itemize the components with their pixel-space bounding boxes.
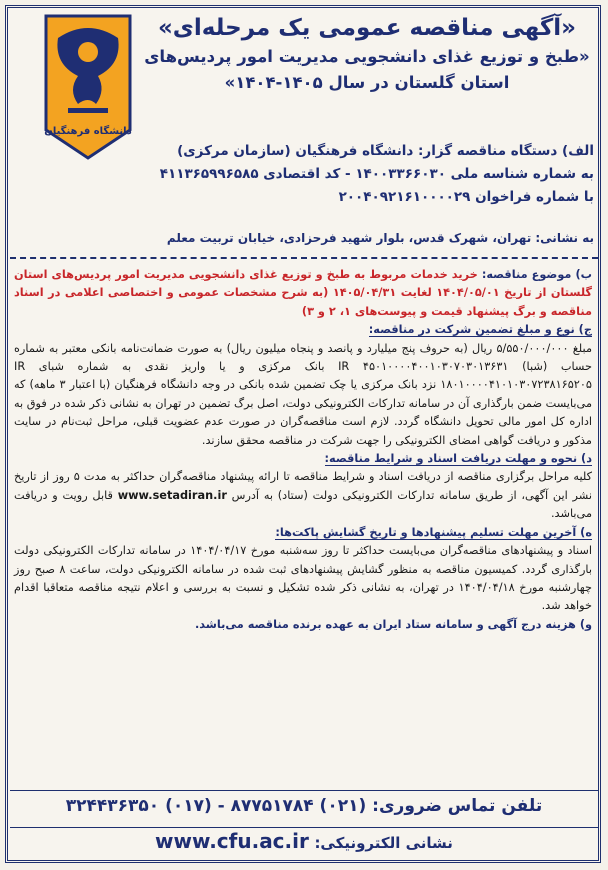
phone-numbers: ۳۲۴۴۳۶۳۵۰ (۰۱۷) - ۸۷۷۵۱۷۸۴ (۰۲۱) [65,796,367,816]
website-line [14,829,594,859]
university-logo [38,12,138,162]
title-line-2: «طبخ و توزیع غذای دانشجویی مدیریت امور پردیس‌های [144,47,590,66]
section-d-text [14,468,592,523]
footer-divider-2 [10,827,598,828]
section-d-text-2: قابل رویت و دریافت می‌باشد. [14,488,592,521]
title-line-3: استان گلستان در سال ۱۴۰۵-۱۴۰۴» [224,73,510,92]
organizer-line-2: به شماره شناسه ملی ۱۴۰۰۳۳۶۶۰۳۰ - کد اقتصادی ۴۱۱۳۶۵۹۹۶۵۸۵ [159,166,594,182]
organizer-line-1: الف) دستگاه مناقصه گزار: دانشگاه فرهنگیان (سازمان مرکزی) [177,143,594,159]
organizer-line-3: با شماره فراخوان ۲۰۰۴۰۹۲۱۶۱۰۰۰۰۲۹ [338,189,594,205]
contact-phones [14,796,594,824]
section-e-text: اسناد و پیشنهادهای مناقصه‌گران می‌بایست حداکثر تا روز سه‌شنبه مورخ ۱۴۰۴/۰۴/۱۷ در سامانه تدارکات الکترونیکی دولت بارگذاری گردد. کمیسیون مناقصه به منظور گشایش پیشنهادهای ثبت شده در سامانه الکترونیکی دولت، ساعت ۸ صبح روز چهارشنبه مورخ ۱۴۰۴/۰۴/۱۸ در تهران، به نشانی ذکر شده تشکیل و نسبت به بررسی و اعلام نتیجه مناقصه متعاقبا اقدام خواهد شد. [14,544,592,613]
notice-title [140,12,594,96]
section-d [14,450,592,468]
organizer-address: به نشانی: تهران، شهرک قدس، بلوار شهید فرحزادی، خیابان تربیت معلم [166,231,594,245]
section-d-heading: د) نحوه و مهلت دریافت اسناد و شرایط مناقصه: [324,452,592,466]
section-b [14,266,592,321]
notice-body [14,266,592,634]
organizer-info [150,140,594,209]
section-b-text: خرید خدمات مربوط به طبخ و توزیع غذای دانشجویی مدیریت امور پردیس‌های استان گلستان از تاریخ ۱۴۰۴/۰۵/۰۱ لغایت ۱۴۰۵/۰۴/۳۱ (به شرح مشخصات عمومی و اختصاصی اعلامی در اسناد مناقصه و برگ پیشنهاد قیمت و پیوست‌های ۱، ۲ و ۳) [14,268,592,318]
section-d-text-1: کلیه مراحل برگزاری مناقصه از دریافت اسناد و شرایط مناقصه تا ارائه پیشنهاد مناقصه‌گران حداکثر به مدت ۵ روز از تاریخ نشر این آگهی، از طریق سامانه تدارکات الکترونیکی دولت (ستاد) به آدرس [14,470,592,502]
section-b-heading: ب) موضوع مناقصه: [481,268,592,281]
section-c [14,321,592,339]
website-link[interactable]: www.cfu.ac.ir [155,829,309,853]
section-e [14,524,592,542]
title-line-1: «آگهی مناقصه عمومی یک مرحله‌ای» [157,15,577,41]
section-f-text: و) هزینه درج آگهی و سامانه ستاد ایران به عهده برنده مناقصه می‌باشد. [194,617,592,631]
website-label: نشانی الکترونیکی: [314,834,453,852]
section-e-heading: ه) آخرین مهلت تسلیم پیشنهادها و تاریخ گشایش پاکت‌ها: [275,525,592,539]
dashed-divider [10,257,598,259]
section-c-text: مبلغ ۵/۵۵۰/۰۰۰/۰۰۰ ریال (به حروف پنج میلیارد و پانصد و پنجاه میلیون ریال) به صورت ضمانت‌نامه بانکی معتبر به شماره حساب (شبا) IR ۴۵۰۱۰۰۰۰۴۰۰۱۰۳۰۷۰۳۰۱۳۶۳۱ بانک مرکزی و یا واریز نقدی به شماره شبای IR ۱۸۰۱۰۰۰۰۴۱۰۱۰۳۰۷۲۳۸۱۶۵۲۰۵ نزد بانک مرکزی یا چک تضمین شده بانکی در وجه دانشگاه فرهنگیان (با اعتبار ۳ ماهه) که می‌بایست ضمن بارگذاری آن در سامانه تدارکات الکترونیکی دولت، اصل برگ تضمین در تهران به نشانی ذکر شده در فوق به اداره کل امور مالی تحویل دانشگاه گردد. لازم است مناقصه‌گران در صورت عدم عضویت قبلی، مراحل ثبت‌نام در سایت مذکور و دریافت گواهی امضای الکترونیکی را جهت شرکت در مناقصه محقق سازند. [14,341,593,447]
logo-caption: دانشگاه فرهنگیان [44,126,132,137]
footer-divider [10,790,598,791]
section-c-heading: ج) نوع و مبلغ تضمین شرکت در مناقصه: [368,323,592,337]
setad-link[interactable]: www.setadiran.ir [117,488,227,502]
phone-label: تلفن تماس ضروری: [372,796,543,816]
